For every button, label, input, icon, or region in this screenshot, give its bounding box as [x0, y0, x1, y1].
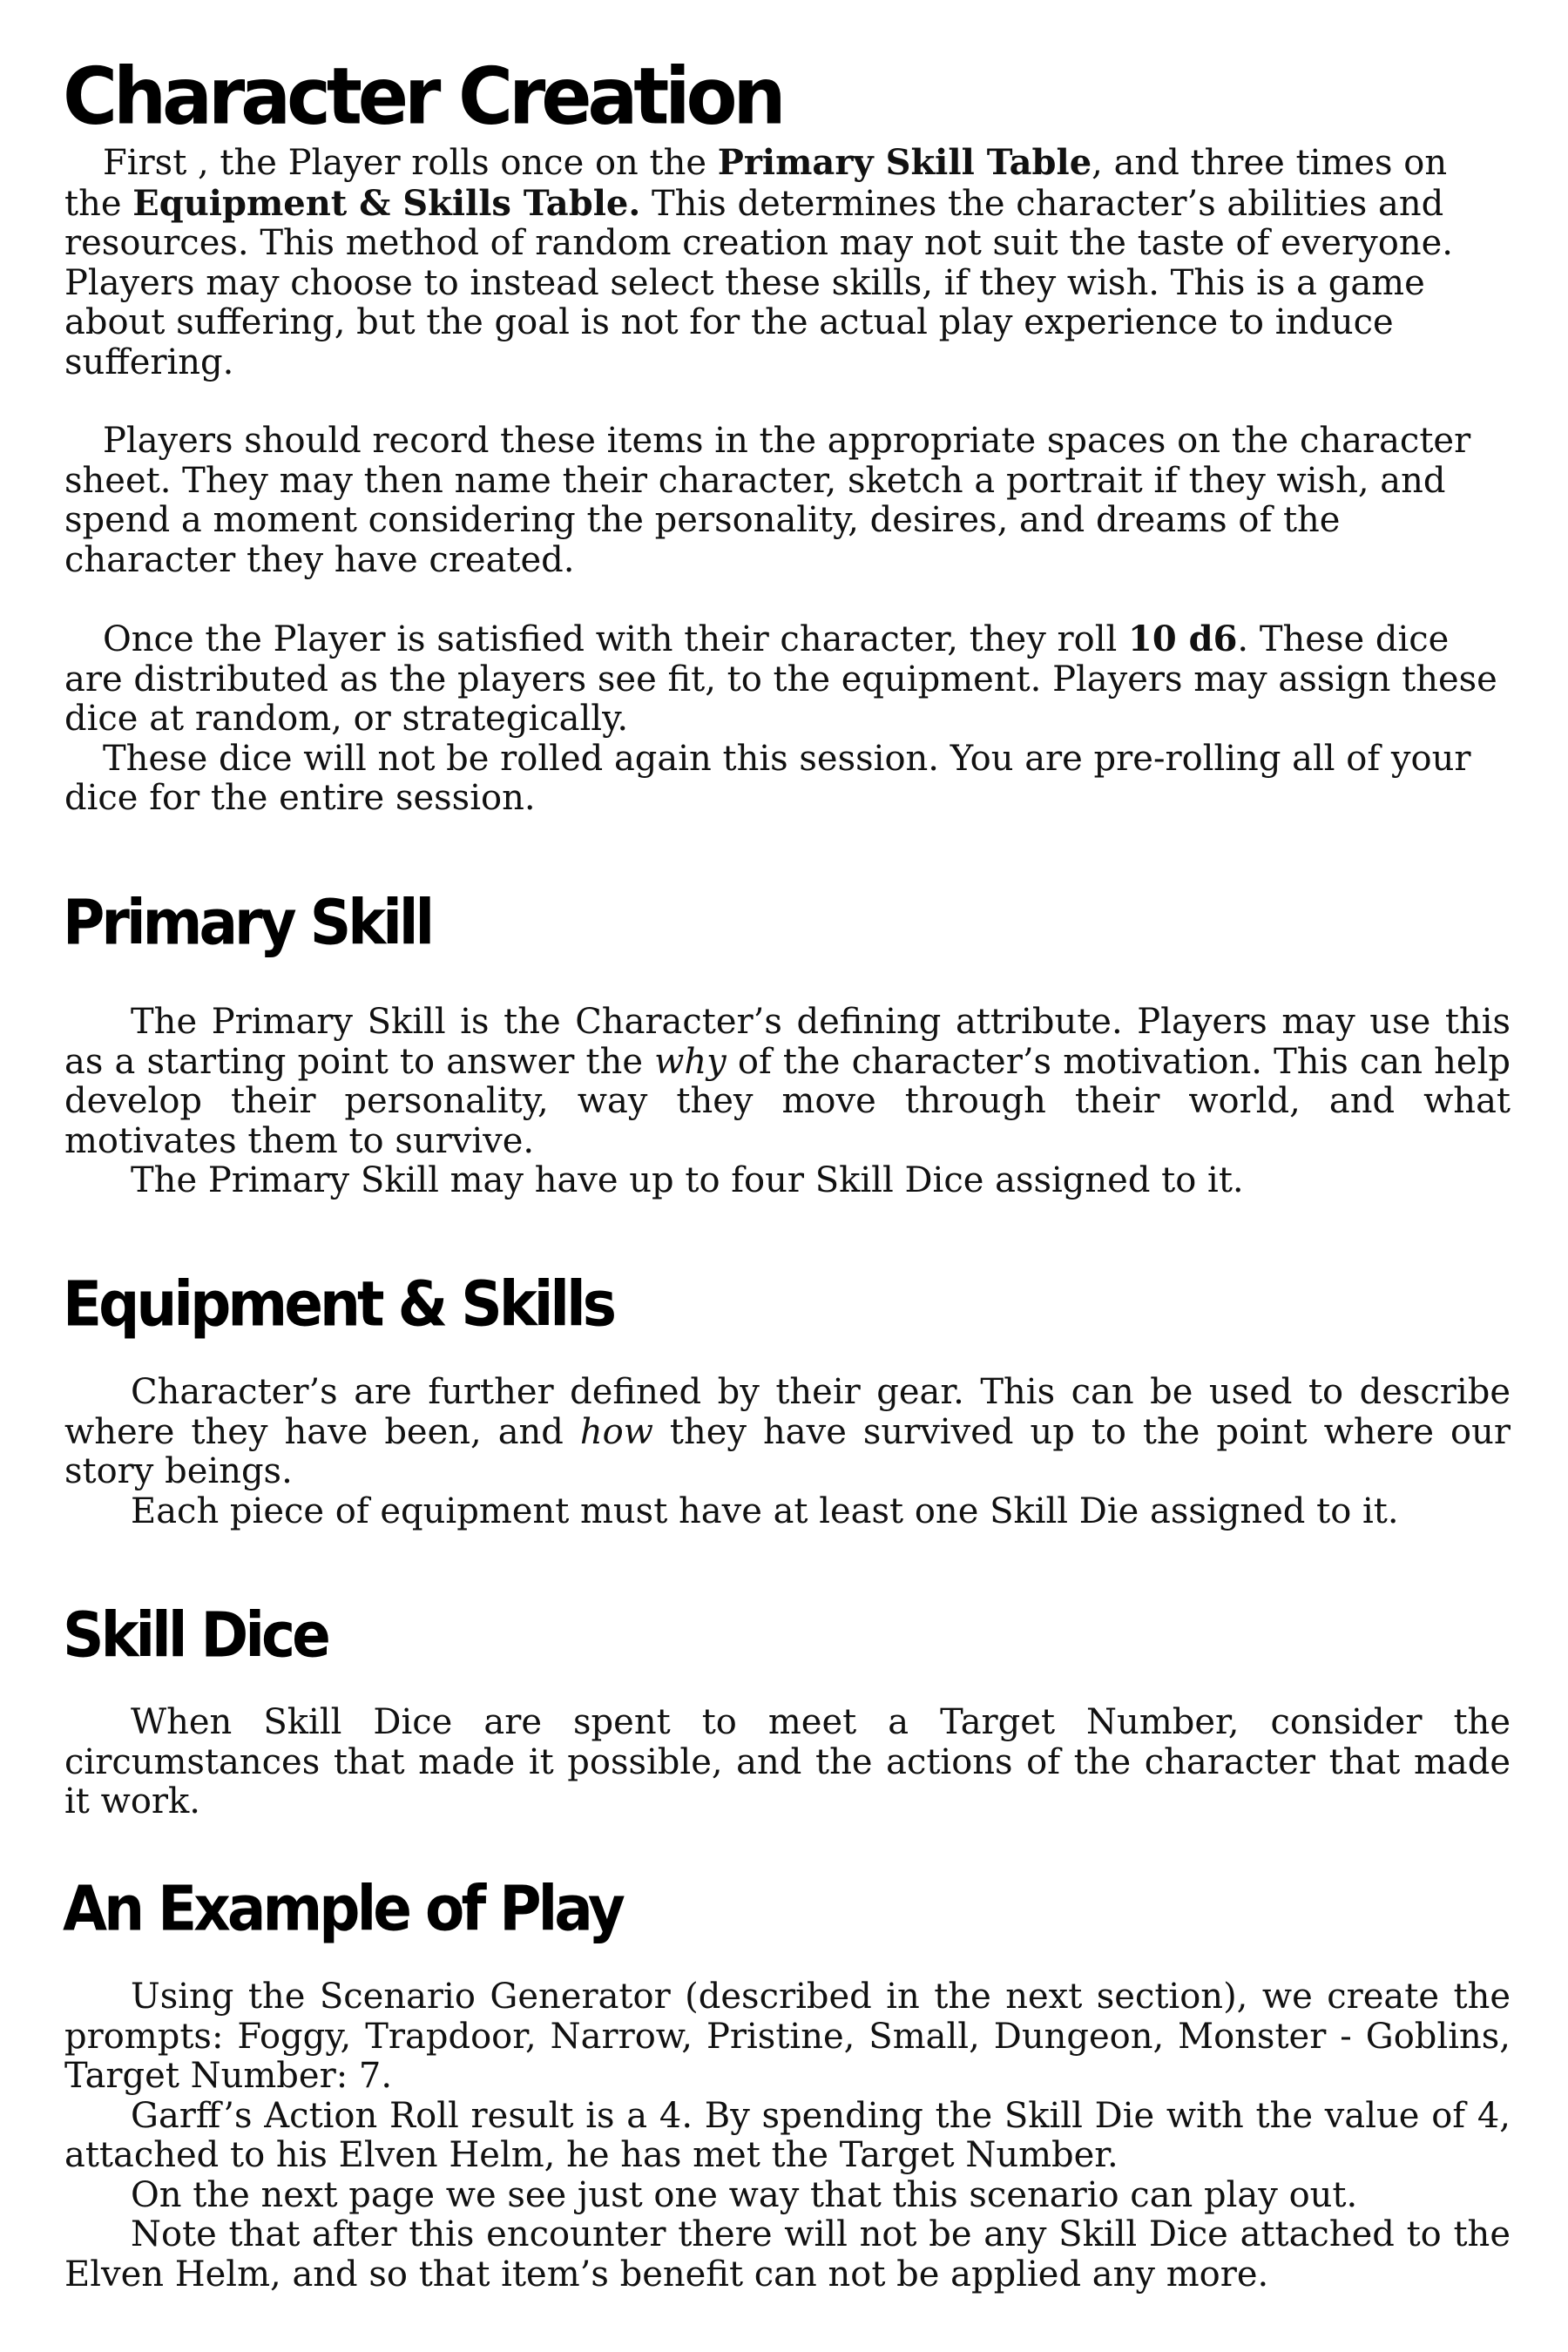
paragraph-gear-definition: Character’s are further defined by their gear. This can be used to describe where they have been, and how they have survived up to the point where our story beings. [64, 1372, 1511, 1491]
section-character-creation-body [64, 143, 1511, 819]
heading-skill-dice: Skill Dice [63, 1598, 328, 1672]
heading-example-of-play: An Example of Play [63, 1872, 622, 1945]
heading-character-creation: Character Creation [63, 51, 782, 143]
paragraph-action-roll: Garff’s Action Roll result is a 4. By spending the Skill Die with the value of 4, attached to his Elven Helm, he has met the Target Number. [64, 2095, 1511, 2175]
section-equipment-skills-body [64, 1373, 1511, 1531]
section-example-of-play-body [64, 1977, 1511, 2295]
paragraph-record-items: Players should record these items in the appropriate spaces on the character sheet. They may then name their character, sketch a portrait if they wish, and spend a moment considering the personality, desires, and dreams of the character they have created. [64, 421, 1471, 580]
paragraph-primary-skill-definition: The Primary Skill is the Character’s defining attribute. Players may use this as a starting point to answer the why of the character’s motivation. This can help develop their personality, way they move through their world, and what motivates them to survive. [64, 1002, 1511, 1161]
heading-equipment-skills: Equipment & Skills [63, 1267, 614, 1341]
heading-primary-skill: Primary Skill [63, 886, 432, 959]
paragraph-primary-skill-limit: The Primary Skill may have up to four Skill Dice assigned to it. [131, 1160, 1244, 1200]
paragraph-roll-dice: Once the Player is satisfied with their character, they roll 10 d6. These dice are distributed as the players see fit, to the equipment. Players may assign these dice at random, or strategically. [64, 618, 1497, 739]
paragraph-next-page: On the next page we see just one way that this scenario can play out. [131, 2174, 1358, 2215]
paragraph-helm-note: Note that after this encounter there will not be any Skill Dice attached to the Elven Helm, and so that item’s benefit can not be applied any more. [64, 2214, 1511, 2295]
paragraph-skill-dice-spending: When Skill Dice are spent to meet a Target Number, consider the circumstances that made it possible, and the actions of the character that made it work. [64, 1702, 1511, 1821]
section-skill-dice-body [64, 1703, 1511, 1822]
paragraph-scenario-prompts: Using the Scenario Generator (described in the next section), we create the prompts: Foggy, Trapdoor, Narrow, Pristine, Small, Dungeon, Monster - Goblins, Target Number: 7. [64, 1977, 1511, 2096]
paragraph-pre-rolling: These dice will not be rolled again this session. You are pre-rolling all of your dice for the entire session. [64, 738, 1471, 818]
paragraph-character-creation-intro: First , the Player rolls once on the Primary Skill Table, and three times on the Equipment & Skills Table. This determines the character’s abilities and resources. This method of random creation may not suit the taste of everyone. Players may choose to instead select these skills, if they wish. This is a game about suffering, but the goal is not for the actual play experience to induce suffering. [64, 142, 1453, 382]
section-primary-skill-body [64, 1003, 1511, 1201]
paragraph-equipment-die-rule: Each piece of equipment must have at least one Skill Die assigned to it. [131, 1490, 1399, 1531]
